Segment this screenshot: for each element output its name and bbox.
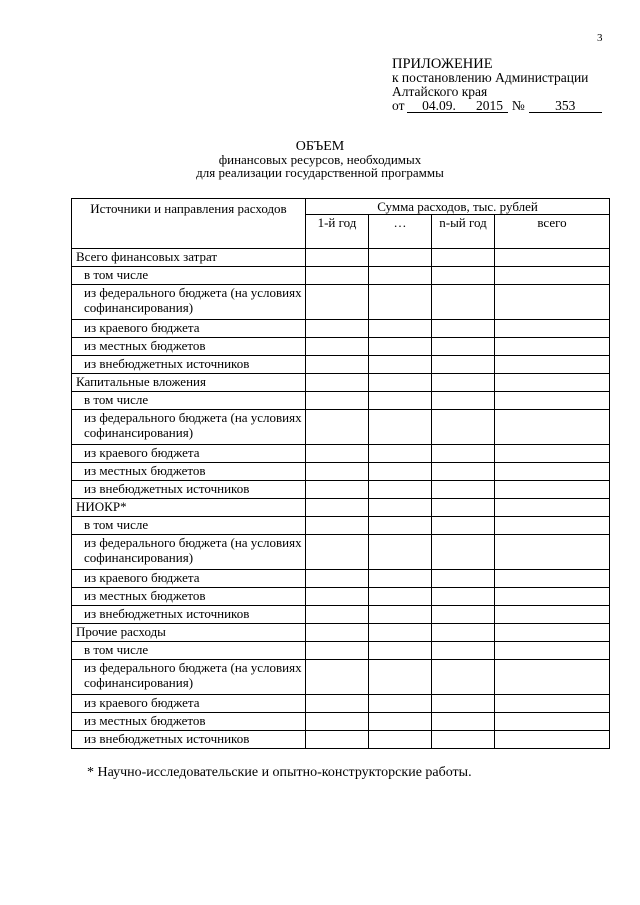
value-cell [495, 624, 610, 642]
row-label: Капитальные вложения [72, 374, 306, 392]
value-cell [369, 463, 432, 481]
heading-sub-2: для реализации государственной программы [196, 165, 444, 180]
value-cell [306, 356, 369, 374]
value-cell [306, 410, 369, 445]
value-cell [369, 517, 432, 535]
heading-main: ОБЪЕМ [295, 139, 345, 154]
value-cell [495, 267, 610, 285]
row-label: Прочие расходы [72, 624, 306, 642]
value-cell [306, 660, 369, 695]
row-label: из краевого бюджета [72, 570, 306, 588]
appendix-date-line [392, 99, 602, 113]
row-label: НИОКР* [72, 499, 306, 517]
value-cell [369, 570, 432, 588]
value-cell [369, 660, 432, 695]
value-cell [369, 410, 432, 445]
table-row [72, 517, 610, 535]
header-year-1: 1-й год [306, 215, 369, 249]
value-cell [432, 445, 495, 463]
row-label: из краевого бюджета [72, 695, 306, 713]
table-row [72, 660, 610, 695]
table-row [72, 535, 610, 570]
value-cell [495, 285, 610, 320]
value-cell [495, 410, 610, 445]
value-cell [306, 588, 369, 606]
value-cell [369, 356, 432, 374]
value-cell [495, 392, 610, 410]
value-cell [432, 535, 495, 570]
value-cell [306, 713, 369, 731]
value-cell [432, 731, 495, 749]
value-cell [306, 463, 369, 481]
table-row [72, 713, 610, 731]
value-cell [495, 731, 610, 749]
from-label: от [392, 98, 405, 113]
table-row [72, 285, 610, 320]
value-cell [495, 695, 610, 713]
value-cell [306, 624, 369, 642]
row-label: из местных бюджетов [72, 588, 306, 606]
appendix-line-1: к постановлению Администрации [392, 70, 589, 85]
value-cell [495, 606, 610, 624]
decree-date: 04.09. [407, 99, 470, 113]
value-cell [369, 285, 432, 320]
value-cell [432, 410, 495, 445]
value-cell [432, 285, 495, 320]
value-cell [306, 606, 369, 624]
table-row [72, 481, 610, 499]
value-cell [306, 320, 369, 338]
value-cell [432, 392, 495, 410]
table-row [72, 410, 610, 445]
value-cell [369, 606, 432, 624]
table-row [72, 606, 610, 624]
table-row [72, 463, 610, 481]
value-cell [432, 499, 495, 517]
table-row [72, 392, 610, 410]
row-label: из местных бюджетов [72, 338, 306, 356]
value-cell [432, 320, 495, 338]
value-cell [369, 481, 432, 499]
value-cell [495, 374, 610, 392]
budget-table [71, 198, 610, 749]
value-cell [306, 249, 369, 267]
row-label: из федерального бюджета (на условиях софинансирования) [72, 535, 306, 570]
value-cell [432, 570, 495, 588]
table-row [72, 624, 610, 642]
value-cell [432, 481, 495, 499]
table-row [72, 320, 610, 338]
table-row [72, 642, 610, 660]
header-total: всего [495, 215, 610, 249]
row-label: из внебюджетных источников [72, 481, 306, 499]
value-cell [495, 713, 610, 731]
table-row [72, 731, 610, 749]
value-cell [369, 713, 432, 731]
value-cell [432, 267, 495, 285]
value-cell [495, 517, 610, 535]
value-cell [306, 392, 369, 410]
value-cell [495, 570, 610, 588]
row-label: из внебюджетных источников [72, 356, 306, 374]
value-cell [369, 499, 432, 517]
row-label: из местных бюджетов [72, 463, 306, 481]
appendix-line-2: Алтайского края [392, 84, 488, 99]
row-label: из краевого бюджета [72, 445, 306, 463]
table-row [72, 249, 610, 267]
value-cell [495, 642, 610, 660]
row-label: из внебюджетных источников [72, 731, 306, 749]
value-cell [432, 695, 495, 713]
table-row [72, 356, 610, 374]
table-body [72, 249, 610, 749]
value-cell [432, 588, 495, 606]
value-cell [495, 660, 610, 695]
value-cell [495, 356, 610, 374]
value-cell [495, 445, 610, 463]
table-row [72, 374, 610, 392]
row-label: из федерального бюджета (на условиях софинансирования) [72, 285, 306, 320]
value-cell [369, 535, 432, 570]
value-cell [369, 731, 432, 749]
value-cell [369, 374, 432, 392]
appendix-title: ПРИЛОЖЕНИЕ [392, 56, 493, 72]
value-cell [306, 499, 369, 517]
value-cell [369, 624, 432, 642]
value-cell [306, 481, 369, 499]
value-cell [369, 445, 432, 463]
value-cell [306, 285, 369, 320]
table-row [72, 338, 610, 356]
document-heading [0, 140, 640, 179]
value-cell [432, 249, 495, 267]
row-label: из федерального бюджета (на условиях софинансирования) [72, 660, 306, 695]
value-cell [369, 642, 432, 660]
value-cell [495, 338, 610, 356]
value-cell [432, 624, 495, 642]
value-cell [495, 588, 610, 606]
heading-sub-1: финансовых ресурсов, необходимых [218, 152, 422, 167]
value-cell [369, 588, 432, 606]
value-cell [369, 320, 432, 338]
appendix-block [392, 57, 602, 113]
value-cell [432, 374, 495, 392]
value-cell [369, 338, 432, 356]
header-ellipsis: … [369, 215, 432, 249]
row-label: в том числе [72, 642, 306, 660]
row-label: в том числе [72, 392, 306, 410]
header-year-n: n-ый год [432, 215, 495, 249]
value-cell [369, 392, 432, 410]
table-row [72, 445, 610, 463]
value-cell [306, 374, 369, 392]
row-label: в том числе [72, 517, 306, 535]
value-cell [432, 338, 495, 356]
value-cell [495, 499, 610, 517]
value-cell [432, 606, 495, 624]
table-row [72, 499, 610, 517]
header-sources: Источники и направления расходов [72, 199, 306, 249]
value-cell [495, 249, 610, 267]
value-cell [495, 463, 610, 481]
page-number: 3 [597, 32, 603, 44]
value-cell [306, 695, 369, 713]
value-cell [432, 463, 495, 481]
value-cell [495, 320, 610, 338]
table-row [72, 570, 610, 588]
value-cell [432, 713, 495, 731]
header-sum: Сумма расходов, тыс. рублей [306, 199, 610, 215]
value-cell [369, 695, 432, 713]
value-cell [306, 570, 369, 588]
value-cell [495, 535, 610, 570]
value-cell [306, 338, 369, 356]
table-row [72, 695, 610, 713]
row-label: Всего финансовых затрат [72, 249, 306, 267]
value-cell [432, 356, 495, 374]
row-label: из внебюджетных источников [72, 606, 306, 624]
table-row [72, 267, 610, 285]
row-label: из местных бюджетов [72, 713, 306, 731]
value-cell [432, 642, 495, 660]
value-cell [306, 535, 369, 570]
decree-number: 353 [529, 99, 602, 113]
number-sign: № [511, 98, 525, 113]
footnote: * Научно-исследовательские и опытно-конструкторские работы. [87, 765, 472, 780]
value-cell [306, 731, 369, 749]
value-cell [495, 481, 610, 499]
value-cell [432, 660, 495, 695]
row-label: из краевого бюджета [72, 320, 306, 338]
row-label: в том числе [72, 267, 306, 285]
value-cell [306, 517, 369, 535]
row-label: из федерального бюджета (на условиях софинансирования) [72, 410, 306, 445]
value-cell [432, 517, 495, 535]
decree-year: 2015 [470, 99, 508, 113]
value-cell [306, 445, 369, 463]
value-cell [369, 267, 432, 285]
value-cell [369, 249, 432, 267]
table-row [72, 588, 610, 606]
value-cell [306, 642, 369, 660]
value-cell [306, 267, 369, 285]
